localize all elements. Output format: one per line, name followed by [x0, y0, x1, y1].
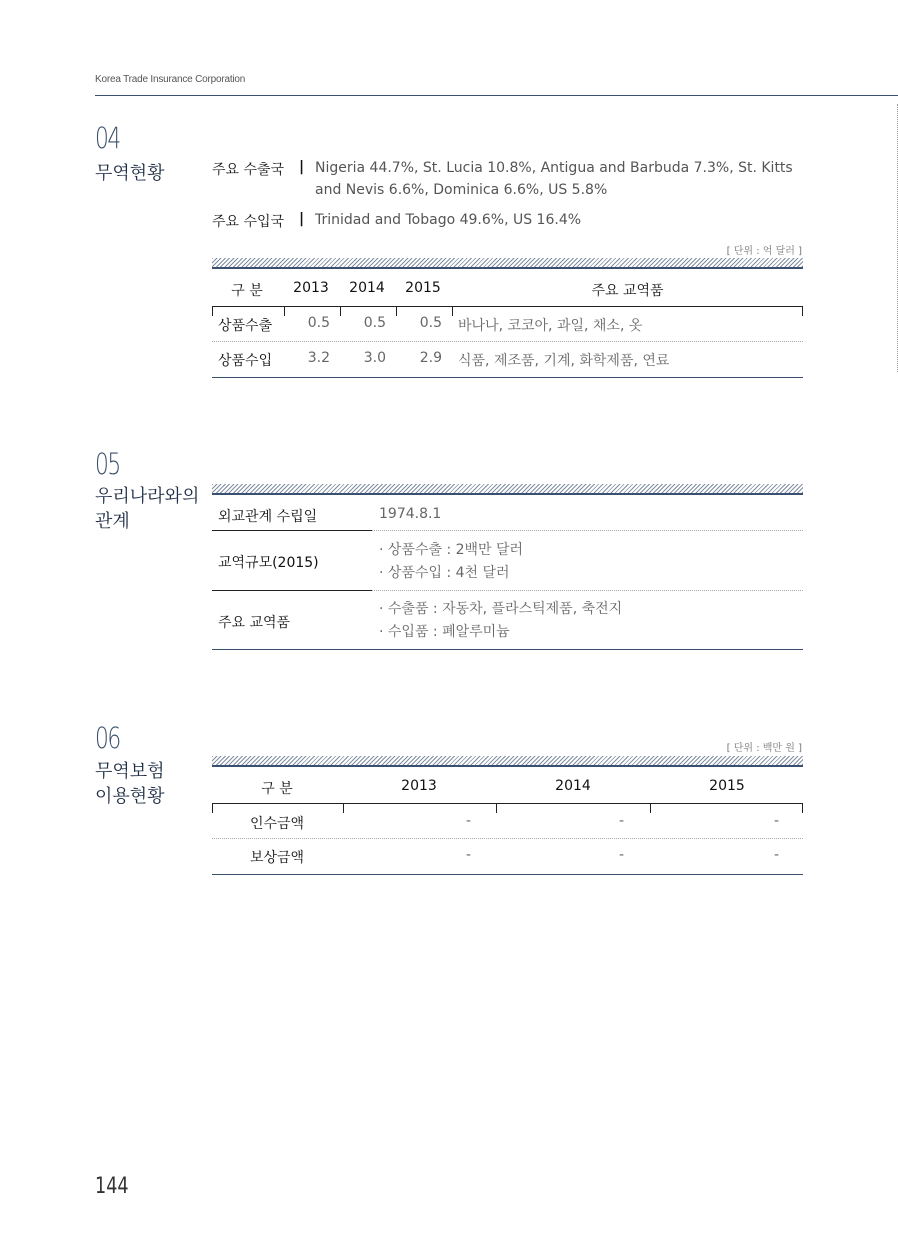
column-tick	[212, 306, 213, 316]
header-bottom-rule	[212, 803, 803, 804]
row-label-compensation-amount: 보상금액	[249, 850, 305, 866]
trade-volume-import: · 상품수입 : 4천 달러	[379, 565, 510, 581]
row-label-underwriting-amount: 인수금액	[249, 816, 305, 832]
cell-import-2013: 3.2	[307, 350, 330, 366]
main-import-countries-label: 주요 수입국	[212, 214, 285, 230]
unit-note: [ 단위 : 억 달러 ]	[726, 246, 802, 257]
row-label-diplomatic-date: 외교관계 수립일	[218, 509, 318, 525]
column-tick	[650, 803, 651, 813]
main-export-countries-label: 주요 수출국	[212, 162, 285, 178]
label-col-rule	[212, 590, 372, 591]
label-separator: |	[299, 159, 305, 175]
col-header-category: 구 분	[231, 283, 263, 299]
cell-main-items	[379, 598, 622, 644]
table-header-hatch	[212, 258, 803, 269]
row-divider	[212, 838, 803, 839]
row-divider	[212, 341, 803, 342]
cell-underwriting-2015: -	[773, 813, 779, 829]
col-header-2015: 2015	[709, 778, 745, 794]
cell-compensation-2013: -	[465, 847, 471, 863]
header-bottom-rule	[212, 306, 803, 307]
column-tick	[496, 803, 497, 813]
table-bottom-rule	[212, 377, 803, 378]
section-number-06: 06	[95, 721, 120, 755]
trade-volume-export: · 상품수출 : 2백만 달러	[379, 542, 524, 558]
table-header-hatch	[212, 756, 803, 767]
cell-export-2015: 0.5	[419, 315, 442, 331]
export-countries-line-2: and Nevis 6.6%, Dominica 6.6%, US 5.8%	[315, 182, 608, 198]
cell-diplomatic-date: 1974.8.1	[379, 506, 442, 522]
table-bottom-rule	[212, 874, 803, 875]
section-title-line-1: 무역보험	[95, 761, 165, 782]
column-tick	[802, 306, 803, 316]
section-number-04: 04	[95, 121, 120, 155]
col-header-2013: 2013	[401, 778, 437, 794]
export-countries-line-1: Nigeria 44.7%, St. Lucia 10.8%, Antigua and Barbuda 7.3%, St. Kitts	[315, 160, 793, 176]
cell-import-2015: 2.9	[419, 350, 442, 366]
table-bottom-rule	[212, 649, 803, 650]
label-col-rule	[212, 530, 372, 531]
main-import-countries-value: Trinidad and Tobago 49.6%, US 16.4%	[315, 212, 582, 228]
section-number-05: 05	[95, 447, 120, 481]
document-header-title: Korea Trade Insurance Corporation	[95, 74, 246, 85]
col-header-2014: 2014	[349, 280, 385, 296]
row-label-goods-import: 상품수입	[218, 353, 273, 369]
col-header-2014: 2014	[555, 778, 591, 794]
section-title-relations	[95, 484, 215, 534]
section-title-trade-status: 무역현황	[95, 163, 165, 184]
cell-export-2014: 0.5	[363, 315, 386, 331]
cell-compensation-2015: -	[773, 847, 779, 863]
main-items-export: · 수출품 : 자동차, 플라스틱제품, 축전지	[379, 601, 623, 617]
page-number: 144	[95, 1174, 129, 1199]
row-label-main-items: 주요 교역품	[218, 615, 291, 631]
main-export-countries-value	[315, 157, 805, 201]
column-tick	[802, 803, 803, 813]
col-header-2013: 2013	[293, 280, 329, 296]
column-tick	[343, 803, 344, 813]
table-header-hatch	[212, 484, 803, 495]
section-title-line-2: 관계	[95, 511, 130, 532]
column-tick	[452, 306, 453, 316]
section-title-line-2: 이용현황	[95, 786, 165, 807]
cell-trade-volume	[379, 539, 523, 585]
label-separator: |	[299, 211, 305, 227]
main-items-import: · 수입품 : 폐알루미늄	[379, 624, 510, 640]
row-divider	[372, 590, 803, 591]
cell-underwriting-2014: -	[618, 813, 624, 829]
column-tick	[212, 803, 213, 813]
row-label-goods-export: 상품수출	[218, 318, 273, 334]
cell-export-items: 바나나, 코코아, 과일, 채소, 옷	[458, 318, 643, 334]
col-header-2015: 2015	[405, 280, 441, 296]
cell-export-2013: 0.5	[307, 315, 330, 331]
row-divider	[372, 530, 803, 531]
col-header-main-items: 주요 교역품	[591, 283, 664, 299]
cell-underwriting-2013: -	[465, 813, 471, 829]
header-divider	[95, 95, 898, 96]
col-header-category: 구 분	[261, 781, 293, 797]
row-label-trade-volume: 교역규모(2015)	[218, 555, 319, 571]
section-title-line-1: 우리나라와의	[95, 486, 200, 507]
cell-import-items: 식품, 제조품, 기계, 화학제품, 연료	[458, 353, 670, 369]
cell-compensation-2014: -	[618, 847, 624, 863]
unit-note: [ 단위 : 백만 원 ]	[726, 743, 802, 754]
cell-import-2014: 3.0	[363, 350, 386, 366]
section-title-insurance-usage	[95, 759, 215, 809]
